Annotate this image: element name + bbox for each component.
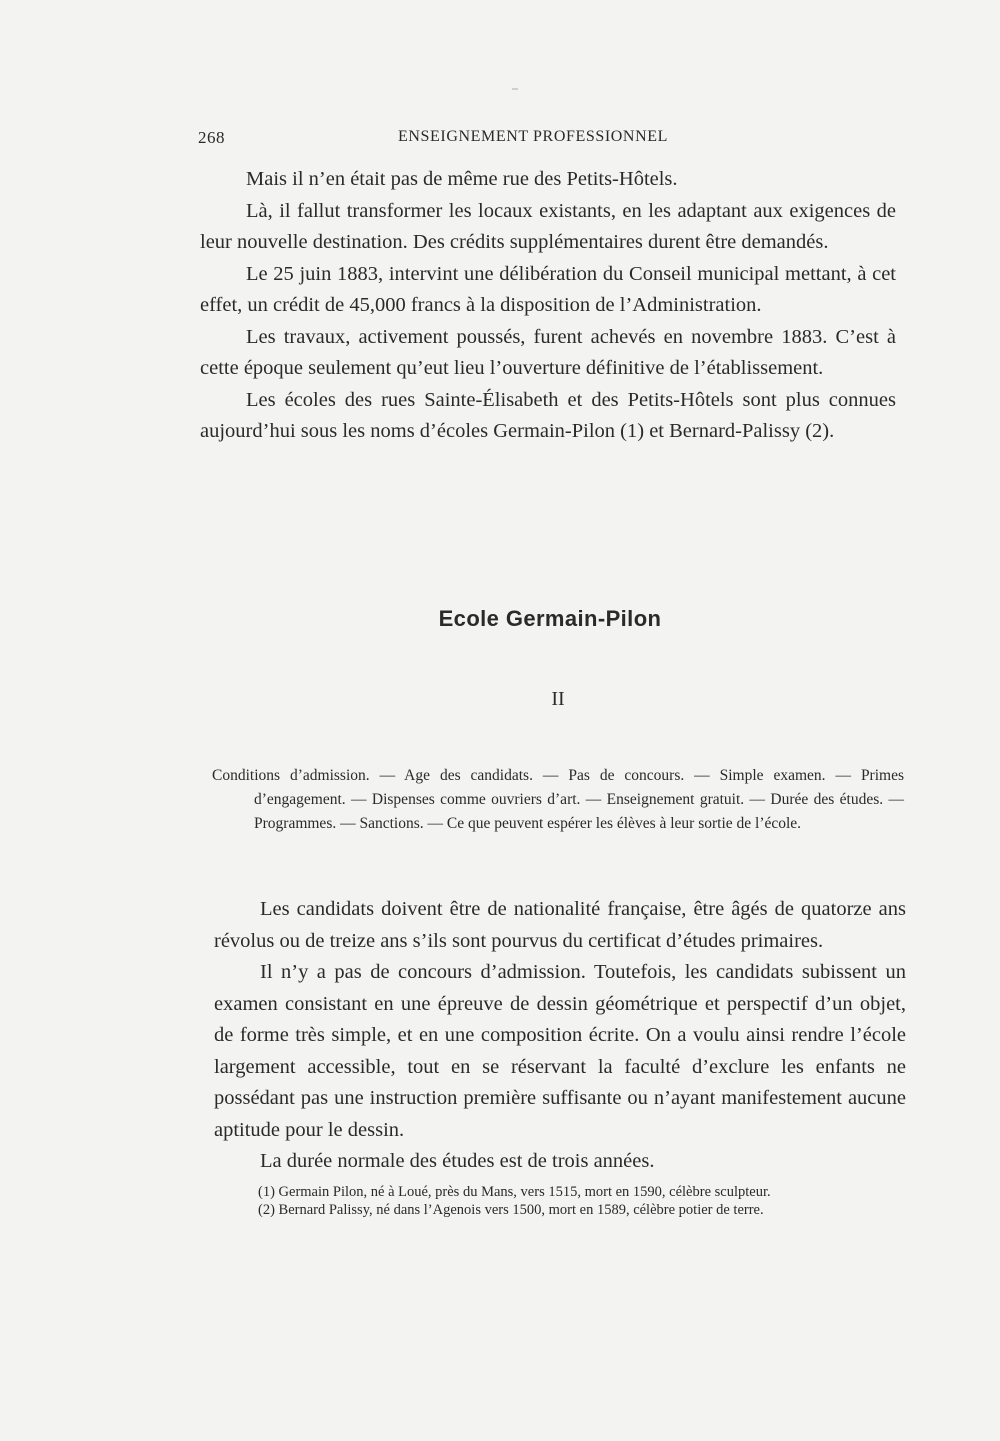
paragraph: Il n’y a pas de concours d’admission. Toutefois, les candidats subissent un examen consistant en une épreuve de dessin géométrique et perspectif d’un objet, de forme très simple, et en une composition écrite. On a voulu ainsi rendre l’école largement accessible, tout en se réservant la faculté d’exclure les enfants ne possédant pas une instruction première suffisante ou n’ayant manifestement aucune aptitude pour le dessin.: [214, 961, 906, 1141]
chapter-number: II: [551, 688, 565, 710]
paragraph: La durée normale des études est de trois années.: [260, 1150, 655, 1172]
paragraph: Les écoles des rues Sainte-Élisabeth et des Petits-Hôtels sont plus connues aujourd’hui sous les noms d’écoles Germain-Pilon (1) et Bernard-Palissy (2).: [200, 388, 896, 442]
body-text-section-1: [200, 164, 896, 448]
running-head: [198, 128, 888, 150]
paragraph: Le 25 juin 1883, intervint une délibération du Conseil municipal mettant, à cet effet, un crédit de 45,000 francs à la disposition de l’Administration.: [200, 262, 896, 316]
paragraph: Les travaux, activement poussés, furent achevés en novembre 1883. C’est à cette époque seulement qu’eut lieu l’ouverture définitive de l’établissement.: [200, 325, 896, 379]
section-title: Ecole Germain-Pilon: [438, 606, 662, 631]
paragraph: Les candidats doivent être de nationalité française, être âgés de quatorze ans révolus ou de treize ans s’ils sont pourvus du certificat d’études primaires.: [214, 898, 906, 952]
footnote: (2) Bernard Palissy, né dans l’Agenois vers 1500, mort en 1589, célèbre potier de terre.: [258, 1202, 764, 1218]
page-number: 268: [198, 128, 225, 147]
ink-speck: [512, 88, 518, 90]
chapter-summary: [212, 764, 904, 836]
body-text-section-2: [214, 894, 906, 1178]
paragraph: Mais il n’en était pas de même rue des Petits-Hôtels.: [246, 168, 678, 190]
summary-text: Conditions d’admission. — Age des candidats. — Pas de concours. — Simple examen. — Primes d’engagement. — Dispenses comme ouvriers d’art. — Enseignement gratuit. — Durée des études. — Programmes. — Sanctions. — Ce que peuvent espérer les élèves à leur sortie de l’école.: [212, 767, 904, 832]
running-title: ENSEIGNEMENT PROFESSIONNEL: [398, 128, 668, 145]
footnote: (1) Germain Pilon, né à Loué, près du Mans, vers 1515, mort en 1590, célèbre sculpteur.: [258, 1184, 771, 1200]
paragraph: Là, il fallut transformer les locaux existants, en les adaptant aux exigences de leur nouvelle destination. Des crédits supplémentaires durent être demandés.: [200, 199, 896, 253]
footnotes: [258, 1183, 918, 1219]
